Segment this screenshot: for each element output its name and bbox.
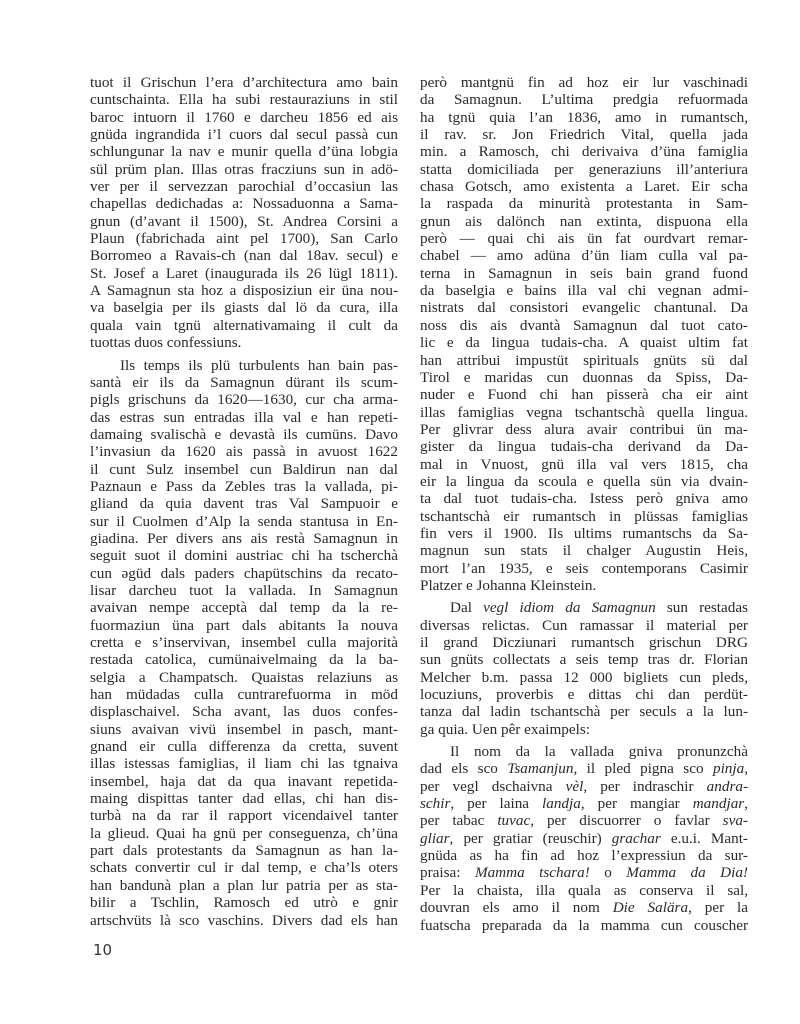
text-line: però — quai chi ais ün fat ourdvart remar- (420, 230, 748, 248)
text-line (420, 760, 748, 777)
text-line (420, 899, 748, 916)
text-line: va baselgia per ils giasts dal lö da cura, illa (90, 299, 398, 317)
text-line (420, 669, 748, 686)
text-line: turbà na da rar il rapport vicendaivel tanter (90, 807, 398, 825)
text-line: gliand da quia davent tras Val Sampuoir e (90, 495, 398, 513)
text-line: fuormaziun üna part dals abitants la nouva (90, 616, 398, 634)
text-line: maing dispittas tanter dad ellas, chi han dis- (90, 790, 398, 808)
text-line: bilir a Tschlin, Ramosch ed utrò e gnir (90, 894, 398, 912)
text-segment: , (744, 795, 748, 813)
paragraph (90, 74, 398, 352)
text-line: sül prüm plan. Illas otras fracziuns sun in adö- (90, 160, 398, 178)
text-segment: , per indraschir (583, 777, 707, 795)
text-segment: Melcher b.m. passa 12 000 bigliets cun pleds, (420, 668, 748, 686)
text-line (420, 778, 748, 795)
italic-term: sva- (722, 812, 748, 830)
right-column (420, 74, 748, 934)
italic-term: vèl (565, 777, 584, 795)
text-line: han müdadas culla cuntrarefuorma in möd (90, 686, 398, 704)
text-line: avaivan nempe acceptà dal temp da la re- (90, 599, 398, 617)
text-line: mort l’an 1935, e seis contemporans Casimir (420, 559, 748, 577)
italic-term: Die Salära (612, 899, 689, 917)
text-segment: diversas relictas. Cun ramassar il material per (420, 616, 748, 634)
text-line: Tirol e maridas cun duonnas da Spiss, Da- (420, 368, 748, 386)
text-segment: Il nom da la vallada gniva pronunzchà (450, 743, 748, 761)
text-line: statta domiciliada per generaziuns ill’anteriura (420, 160, 748, 178)
text-segment: , (744, 760, 748, 778)
text-segment: , per gratiar (reuschir) (449, 829, 612, 847)
text-line: quala vain tgnü alternativamaing il cult da (90, 316, 398, 334)
italic-term: tuvac (497, 812, 531, 830)
text-line: illas famiglias vegna tschantschà quella lingua. (420, 403, 748, 421)
text-line: pigls grischuns da 1620—1630, cur cha arma- (90, 391, 398, 409)
text-line (420, 830, 748, 847)
text-segment: fuatscha preparada da la mamma cun couscher (420, 916, 748, 934)
text-line (420, 847, 748, 864)
text-line: A Samagnun sta hoz a disposiziun eir üna nou- (90, 282, 398, 300)
text-line (420, 917, 748, 934)
text-line: giadina. Per divers ans ais restà Samagnun in (90, 529, 398, 547)
text-line: Per glivrar dess alura avair contribui ün ma- (420, 420, 748, 438)
text-line: Borromeo a Ravais-ch (nan dal 18av. secul) e (90, 247, 398, 265)
text-segment: , il pled pigna sco (573, 760, 713, 778)
text-line: cretta e s’inservivan, insembel culla majorità (90, 634, 398, 651)
italic-term: grachar (611, 829, 661, 847)
text-line: cun əgüd dals paders chapütschins da recato- (90, 564, 398, 582)
text-segment: , per mangiar (580, 795, 693, 813)
text-line: sur il Cuolmen d’Alp la senda stantusa in En- (90, 512, 398, 530)
text-line: tuottas duos confessiuns. (90, 334, 242, 352)
text-line: terna in Samagnun in seis bain grand fuond (420, 264, 748, 282)
text-line: gnun (d’avant il 1500), St. Andrea Corsini a (90, 212, 398, 230)
text-line (420, 882, 748, 899)
text-line: magnun sun stats il chalger Augustin Heis, (420, 542, 748, 560)
text-segment: Per la chaista, illa quala as conserva il sal, (420, 881, 748, 899)
text-line: da baselgia e bains illa val chi vegnan admi- (420, 282, 748, 300)
text-segment: e.u.i. Mant- (660, 829, 748, 847)
text-line: da Samagnun. L’ultima predgia refuormada (420, 91, 748, 109)
text-line (420, 617, 748, 634)
page-number: 10 (93, 941, 113, 959)
text-segment: per tabac (420, 812, 498, 830)
text-segment: praisa: (420, 864, 475, 882)
text-line: l’invasiun da 1620 ais passà in avuost 1622 (90, 443, 398, 461)
text-line: la raspada da minurità protestanta in Sam- (420, 195, 748, 213)
text-line: chapellas dedichadas a: Nossaduonna a Sama- (90, 195, 398, 213)
italic-term: mandjar (692, 795, 745, 813)
text-line: eir la lingua da scoula e quella sün via dvain- (420, 472, 748, 490)
text-segment: o (589, 864, 627, 882)
text-line: Platzer e Johanna Kleinstein. (420, 576, 597, 594)
text-line (420, 864, 748, 881)
text-line: displaschaivel. Scha avant, las duos confes- (90, 703, 398, 721)
text-segment: douvran els amo il nom (420, 899, 613, 917)
text-line: cuntschainta. Ella ha subi restauraziuns in stil (90, 91, 398, 109)
text-line: Ils temps ils plü turbulents han bain pas- (120, 356, 398, 374)
text-line: chabel — amo adüna d’ün liam culla val pa- (420, 247, 748, 265)
text-line (420, 812, 748, 829)
italic-term: vegl idiom da Samagnun (483, 599, 656, 617)
italic-term: schir (420, 795, 451, 813)
paragraph (420, 599, 748, 738)
text-line (420, 703, 748, 720)
text-segment: locuziuns, proverbis e dittas chi dan perdüt- (420, 686, 748, 704)
text-line: tuot il Grischun l’era d’architectura amo bain (90, 74, 398, 91)
text-line: insembel, haja dat da qua inavant repetida- (90, 772, 398, 790)
text-line: gnand eir culla differenza da cretta, suvent (90, 738, 398, 756)
text-line: das estras sun entradas illa val e han repeti- (90, 408, 398, 426)
text-line: fin vers il 1900. Ils ultims rumantschs da Sa- (420, 524, 748, 542)
text-segment: sun gnüts collectats a seis temp tras dr. Florian (420, 651, 748, 669)
text-line: artschvüts là sco vaschins. Divers dad els han (90, 911, 398, 929)
text-line: gister da lingua tudais-cha derivand da Da- (420, 438, 748, 456)
text-line (420, 795, 748, 812)
left-column (90, 74, 398, 929)
text-segment: , per laina (450, 795, 543, 813)
text-line: però mantgnü fin ad hoz eir lur vaschinadi (420, 74, 748, 91)
text-line: lisar darcheu tuot la vallada. In Samagnun (90, 581, 398, 599)
text-line: illas istessas famiglias, il liam chi las tgnaiva (90, 755, 398, 773)
text-line: ver per il servezzan parochial d’occasiun las (90, 178, 398, 196)
text-line (420, 634, 748, 651)
text-line: St. Josef a Laret (inaugurada ils 26 lügl 1811). (90, 264, 398, 282)
text-line: Paznaun e Pass da Zebles tras la vallada, pi- (90, 477, 398, 495)
text-line: il cunt Sulz insembel cun Baldirun nan dal (90, 460, 398, 478)
italic-term: Mamma tschara! (474, 864, 590, 882)
text-segment: ga quia. Uen pêr exaimpels: (420, 720, 590, 738)
text-line: nuder e Fuond chi han pisserà cha eir aint (420, 386, 748, 404)
text-line: ta dal tuot tudais-cha. Istess però gniva amo (420, 490, 748, 508)
text-line: damaing svalischà e devastà ils cumüns. Davo (90, 425, 398, 443)
text-segment: , per discuorrer o favlar (530, 812, 723, 830)
text-segment: , per la (688, 899, 749, 917)
text-line: lic e da lingua tudais-cha. A quaist ultim fat (420, 334, 748, 352)
text-line: gnüda ingrandida i’l cuors dal secul passà cun (90, 126, 398, 144)
text-line: baroc intuorn il 1760 e darcheu 1856 ed ais (90, 108, 398, 126)
text-line: min. a Ramosch, chi derivaiva d’üna famiglia (420, 143, 748, 161)
text-segment: per vegl dschaivna (420, 777, 566, 795)
italic-term: landja (542, 795, 581, 813)
text-line (420, 721, 748, 738)
text-line: selgia a Champatsch. Quaistas relaziuns as (90, 668, 398, 686)
text-line (420, 743, 748, 760)
text-line: seguit suot il domini austriac chi ha tscherchà (90, 547, 398, 565)
italic-term: pinja (712, 760, 745, 778)
italic-term: Mamma da Dia! (626, 864, 748, 882)
text-segment: tanza dal ladin tschantschà per seculs a la lun- (420, 703, 748, 721)
text-line: il rav. sr. Jon Friedrich Vital, quella jada (420, 126, 748, 144)
text-segment: Dal (450, 599, 484, 617)
text-line: part dals protestants da Samagnun as han la- (90, 842, 398, 860)
text-segment: gnüda as ha fin ad hoz l’expressiun da sur- (420, 847, 748, 865)
text-line: schlungunar la nav e munir quella d’üna lobgia (90, 143, 398, 161)
text-line: la glieud. Quai ha gnü per conseguenza, ch’üna (90, 824, 398, 842)
paragraph (90, 357, 398, 929)
text-line (420, 651, 748, 668)
text-line: gnun ais dalönch nan extinta, dispuona ella (420, 212, 748, 230)
text-segment: il grand Dicziunari rumantsch grischun DRG (420, 634, 748, 651)
text-line: restada catolica, cumünaivelmaing da la ba- (90, 651, 398, 669)
text-line: schats convertir cul ir dal temp, e cha’ls oters (90, 859, 398, 877)
text-line (420, 686, 748, 703)
text-line: tschantschà eir rumantsch in plüssas famiglias (420, 507, 748, 525)
text-line: han bandunà plan a plan lur patria per as sta- (90, 876, 398, 894)
text-line (420, 599, 748, 616)
italic-term: gliar (420, 829, 450, 847)
italic-term: Tsamanjun (507, 760, 574, 778)
text-line: nistrats dal consistori evangelic chantunal. Da (420, 299, 748, 317)
italic-term: andra- (706, 777, 748, 795)
text-line: noss dis ais dvantà Samagnun dal tuot cato- (420, 316, 748, 334)
text-line: Plaun (fabrichada aint pel 1700), San Carlo (90, 230, 398, 248)
paragraph (420, 743, 748, 934)
text-line: siuns avaivan vivü insembel in pasch, mant- (90, 720, 398, 738)
text-segment: dad els sco (420, 760, 508, 778)
text-line: santà eir ils da Samagnun dürant ils scum- (90, 373, 398, 391)
text-line: ha tgnü quia l’an 1836, amo in rumantsch, (420, 108, 748, 126)
text-line: han attribui impustüt spirituals gnüts sü dal (420, 351, 748, 369)
text-line: mal in Vnuost, gnü illa val vers 1815, cha (420, 455, 748, 473)
paragraph (420, 74, 748, 594)
text-segment: sun restadas (655, 599, 748, 617)
text-line: chasa Gotsch, amo existenta a Laret. Eir scha (420, 178, 748, 196)
